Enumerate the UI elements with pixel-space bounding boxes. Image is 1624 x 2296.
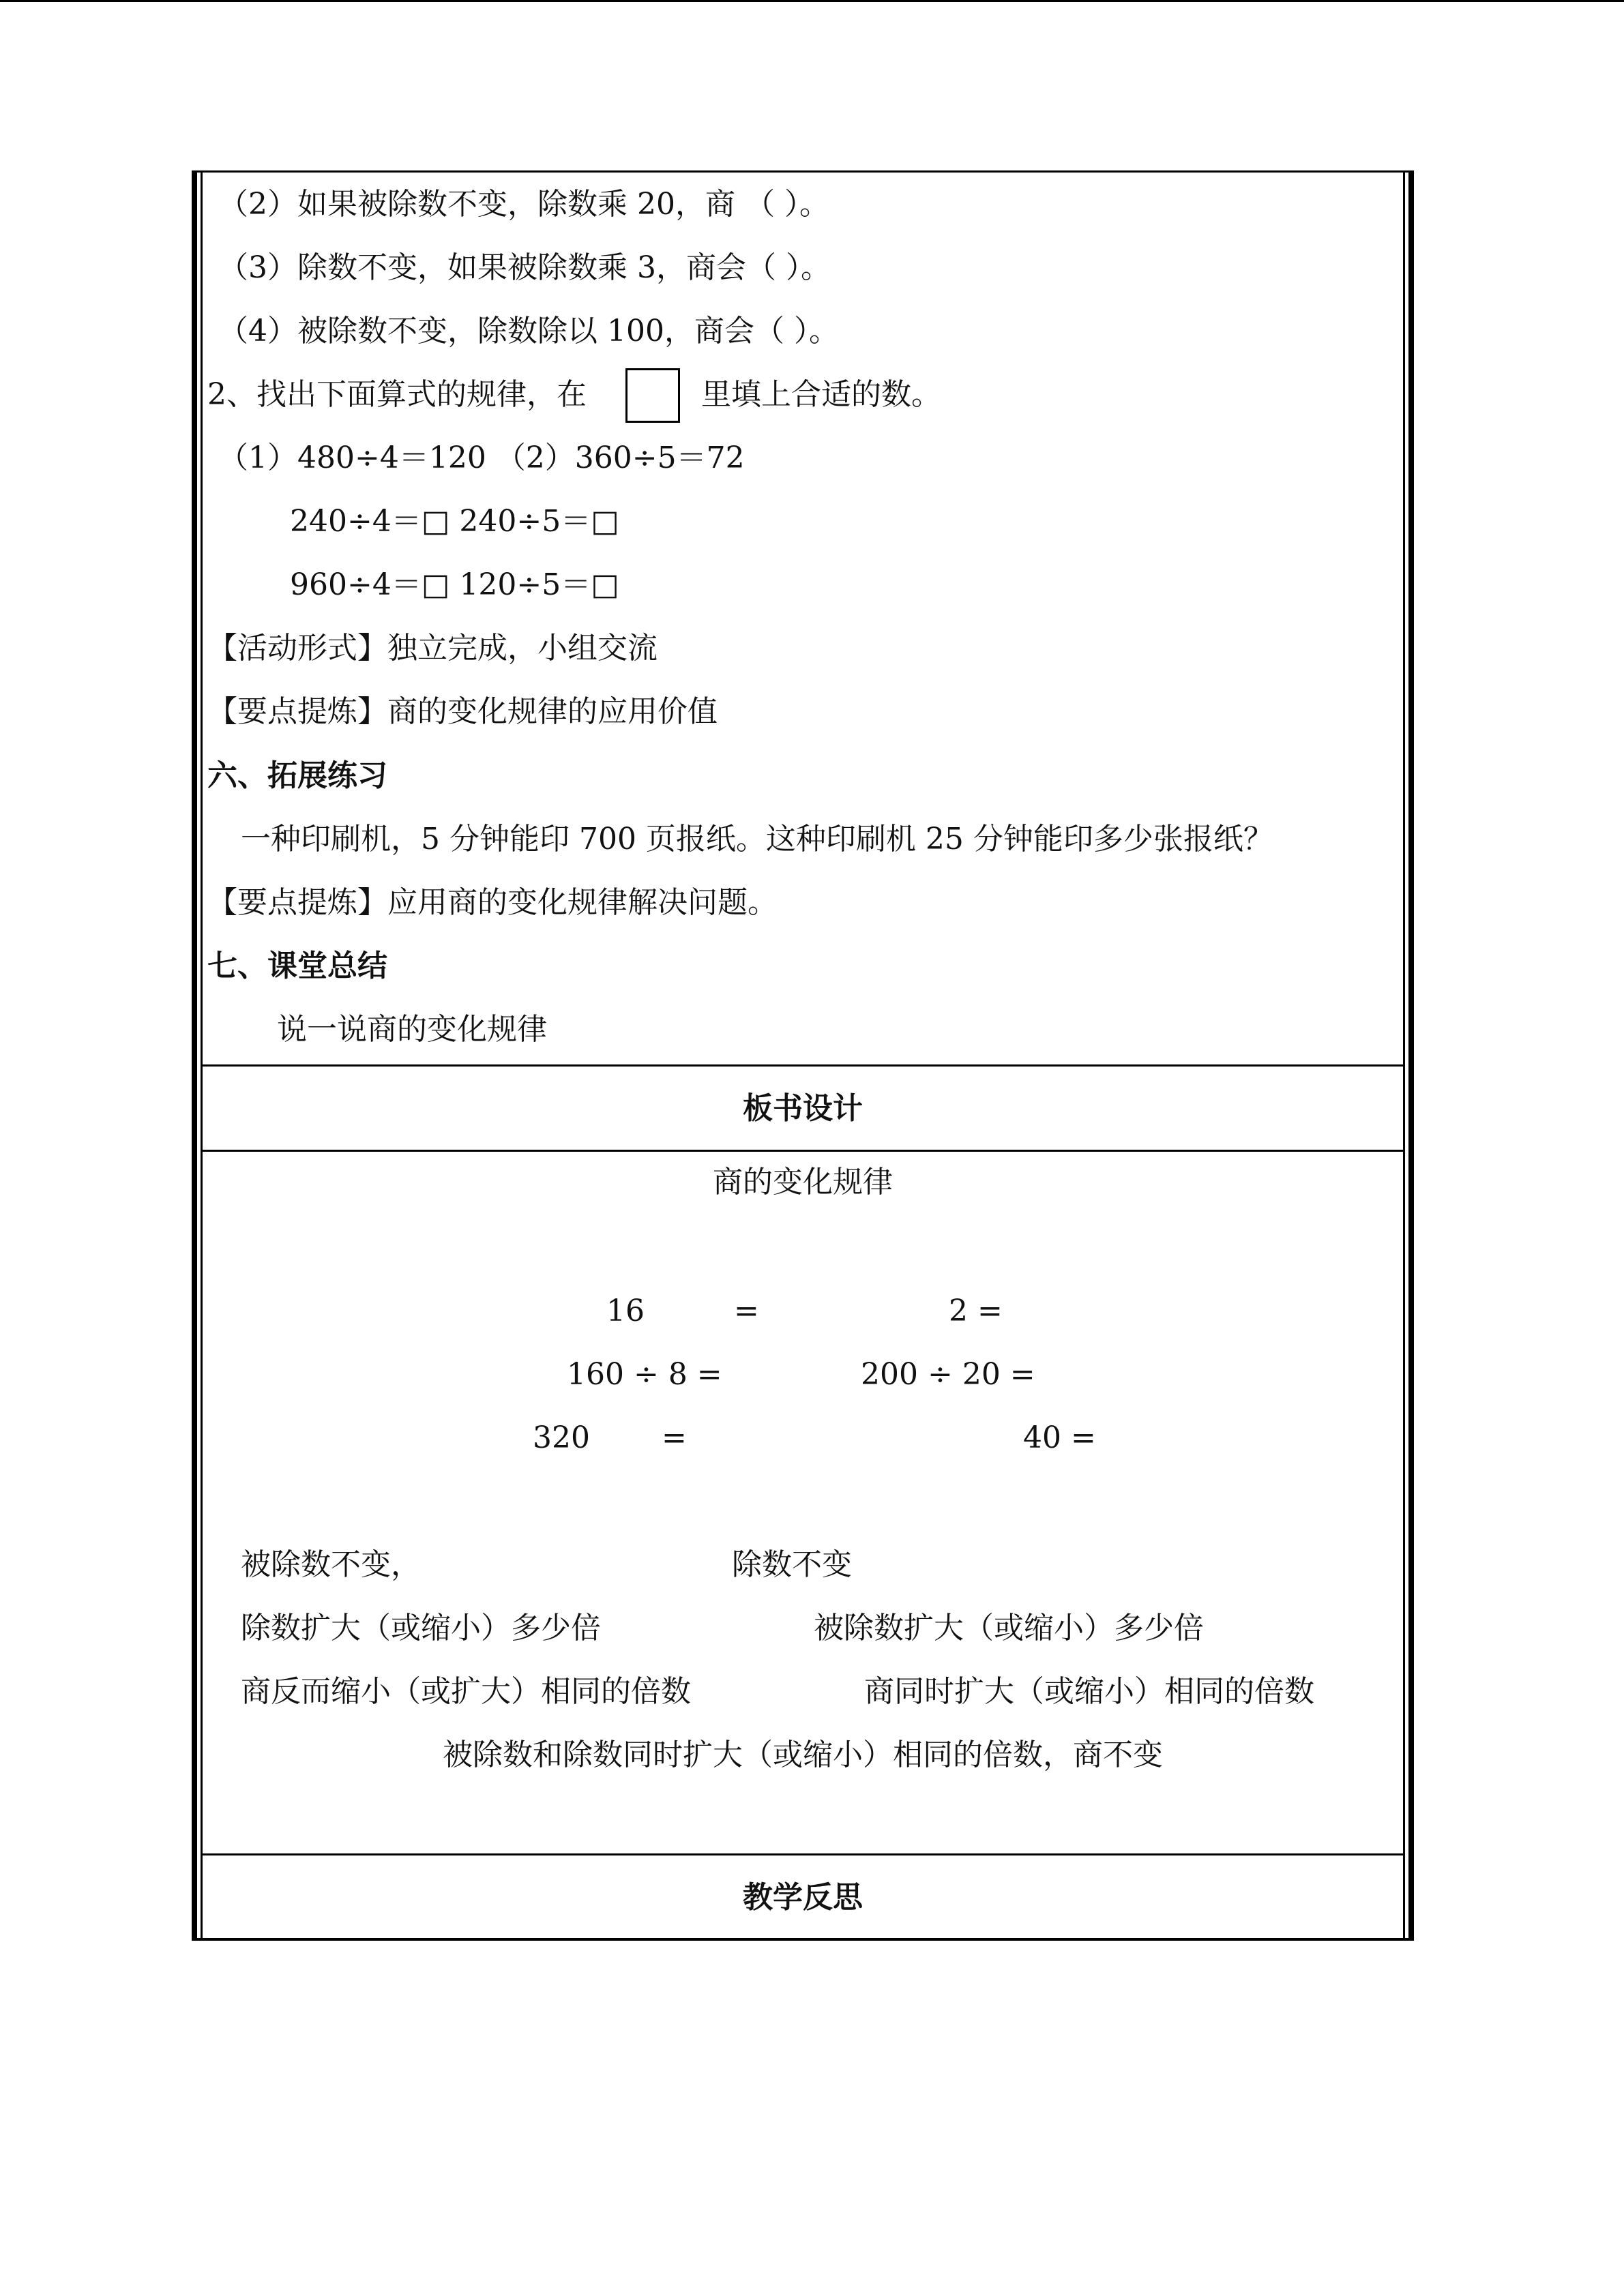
table-bottom-border (192, 1938, 1414, 1941)
row-divider (203, 1853, 1403, 1855)
rule-dividend-change-line-3: 商同时扩大（或缩小）相同的倍数 (864, 1674, 1314, 1709)
exercise-1-item-3: （3）除数不变，如果被除数乘 3，商会（ ）。 (218, 250, 831, 285)
board-left-bottom-equals: = (662, 1420, 687, 1455)
table-top-border (192, 170, 1414, 173)
board-left-top-equals: = (734, 1294, 759, 1328)
rule-divisor-change-line-2: 除数扩大（或缩小）多少倍 (241, 1611, 601, 1645)
board-left-middle-equation: 160 ÷ 8 = (567, 1357, 722, 1392)
row-divider (203, 1064, 1403, 1067)
page-top-rule (0, 0, 1624, 2)
exercise-1-item-2: （2）如果被除数不变，除数乘 20，商 （ ）。 (218, 187, 829, 222)
class-summary: 说一说商的变化规律 (277, 1012, 547, 1047)
board-right-top: 2 = (949, 1294, 1003, 1328)
row-divider (203, 1150, 1403, 1152)
exercise-1-item-4: （4）被除数不变，除数除以 100，商会（ ）。 (218, 314, 839, 348)
board-right-bottom: 40 = (1023, 1420, 1096, 1455)
board-left-bottom-number: 320 (533, 1420, 590, 1455)
section-7-heading: 七、课堂总结 (207, 949, 387, 983)
extension-problem: 一种印刷机，5 分钟能印 700 页报纸。这种印刷机 25 分钟能印多少张报纸？ (241, 822, 1273, 856)
table-right-border-inner (1403, 170, 1405, 1941)
exercise-2-row-1: （1）480÷4＝120 （2）360÷5＝72 (218, 441, 745, 475)
activity-form: 【活动形式】独立完成，小组交流 (207, 631, 658, 666)
key-point-1: 【要点提炼】商的变化规律的应用价值 (207, 694, 718, 729)
rule-both-change: 被除数和除数同时扩大（或缩小）相同的倍数，商不变 (443, 1738, 1163, 1772)
teaching-reflection-header: 教学反思 (743, 1880, 863, 1915)
answer-box-example (625, 368, 680, 423)
rule-dividend-change-line-2: 被除数扩大（或缩小）多少倍 (814, 1611, 1204, 1645)
exercise-2-prompt-prefix: 2、找出下面算式的规律，在 (207, 377, 587, 412)
lesson-plan-table (192, 170, 1414, 1941)
table-right-border-outer (1408, 170, 1414, 1941)
board-left-top-number: 16 (606, 1294, 645, 1328)
table-left-border-inner (201, 170, 203, 1941)
board-design-header: 板书设计 (743, 1091, 863, 1126)
table-left-border-outer (192, 170, 197, 1941)
exercise-2-row-3: 960÷4＝□ 120÷5＝□ (290, 567, 619, 602)
board-right-middle-equation: 200 ÷ 20 = (861, 1357, 1035, 1392)
rule-divisor-change-line-1: 被除数不变， (241, 1547, 421, 1582)
rule-divisor-change-line-3: 商反而缩小（或扩大）相同的倍数 (241, 1674, 691, 1709)
exercise-2-prompt-suffix: 里填上合适的数。 (701, 377, 941, 412)
rule-dividend-change-line-1: 除数不变 (732, 1547, 852, 1582)
section-6-heading: 六、拓展练习 (207, 758, 387, 793)
key-point-2: 【要点提炼】应用商的变化规律解决问题。 (207, 885, 778, 920)
exercise-2-row-2: 240÷4＝□ 240÷5＝□ (290, 504, 619, 539)
board-title: 商的变化规律 (713, 1165, 893, 1199)
